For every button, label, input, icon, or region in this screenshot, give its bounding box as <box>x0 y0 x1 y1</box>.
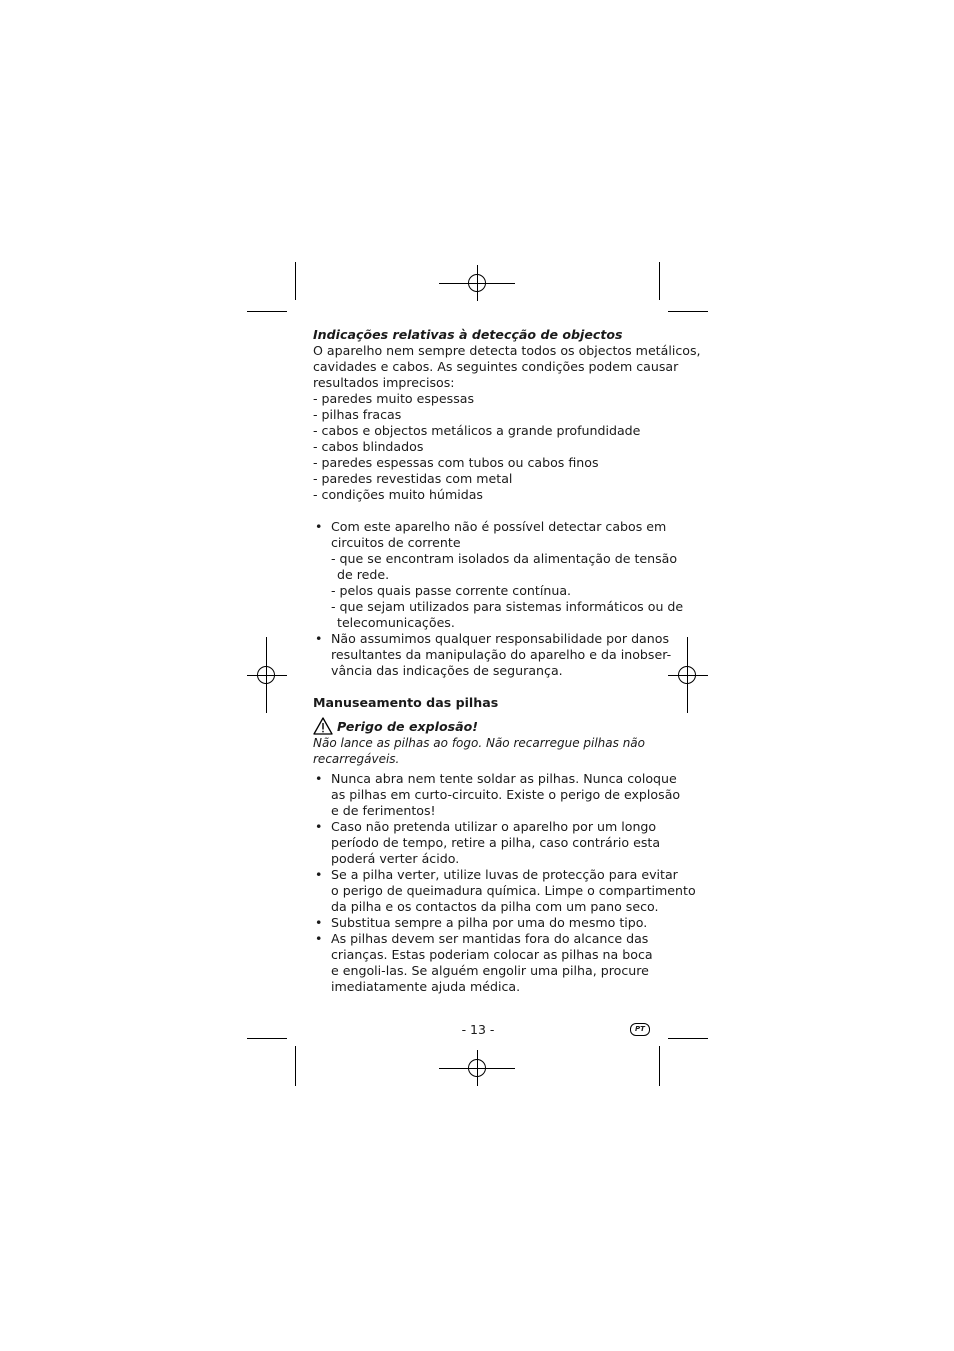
intro-line: O aparelho nem sempre detecta todos os objectos metálicos, <box>313 343 701 358</box>
intro-line: cavidades e cabos. As seguintes condições podem causar <box>313 359 679 374</box>
list-item: - cabos e objectos metálicos a grande profundidade <box>313 423 641 438</box>
sub-list-item: - pelos quais passe corrente contínua. <box>331 583 572 598</box>
page-content <box>313 327 701 995</box>
warning-triangle-icon <box>313 717 333 735</box>
bullet-symbol: • <box>315 819 323 834</box>
page-footer <box>313 1022 650 1038</box>
bullet-line: As pilhas devem ser mantidas fora do alcance das <box>331 931 649 946</box>
bullet-line: Com este aparelho não é possível detectar cabos em <box>331 519 667 534</box>
bullet-line: resultantes da manipulação do aparelho e da inobser- <box>331 647 672 662</box>
warning-heading <box>313 717 643 735</box>
bullet-symbol: • <box>315 771 323 786</box>
language-badge: PT <box>630 1023 650 1036</box>
intro-line: resultados imprecisos: <box>313 375 455 390</box>
bullet-line: o perigo de queimadura química. Limpe o compartimento <box>331 883 696 898</box>
warning-line: Não lance as pilhas ao fogo. Não recarregue pilhas não <box>313 736 646 750</box>
bullet-line: período de tempo, retire a pilha, caso contrário esta <box>331 835 661 850</box>
bullet-item-battery-1 <box>313 771 681 819</box>
bullet-symbol: • <box>315 867 323 882</box>
bullet-line: crianças. Estas poderiam colocar as pilhas na boca <box>331 947 653 962</box>
section-heading-object-detection: Indicações relativas à detecção de objectos <box>313 327 623 342</box>
section-heading-batteries: Manuseamento das pilhas <box>313 695 499 710</box>
bullet-item-battery-3 <box>313 867 696 915</box>
bullet-line: Nunca abra nem tente soldar as pilhas. Nunca coloque <box>331 771 677 786</box>
bullet-symbol: • <box>315 631 323 646</box>
bullet-item-cable-detection <box>313 519 684 631</box>
bullet-symbol: • <box>315 931 323 946</box>
bullet-line: e de ferimentos! <box>331 803 436 818</box>
sub-list-item-cont: de rede. <box>337 567 390 582</box>
conditions-list <box>313 391 643 503</box>
bullet-line: vância das indicações de segurança. <box>331 663 563 678</box>
bullet-symbol: • <box>315 915 323 930</box>
bullet-line: Se a pilha verter, utilize luvas de protecção para evitar <box>331 867 678 882</box>
bullet-item-battery-4 <box>313 915 648 931</box>
list-item: - condições muito húmidas <box>313 487 483 502</box>
warning-line: recarregáveis. <box>313 752 400 766</box>
page-number: - 13 - <box>461 1022 495 1037</box>
bullet-item-liability <box>313 631 672 679</box>
sub-list-item-cont: telecomunicações. <box>337 615 455 630</box>
list-item: - paredes muito espessas <box>313 391 475 406</box>
bullet-line: Substitua sempre a pilha por uma do mesmo tipo. <box>331 915 648 930</box>
bullet-line: imediatamente ajuda médica. <box>331 979 521 994</box>
list-item: - paredes espessas com tubos ou cabos finos <box>313 455 599 470</box>
bullet-line: circuitos de corrente <box>331 535 461 550</box>
bullet-line: Caso não pretenda utilizar o aparelho por um longo <box>331 819 657 834</box>
list-item: - pilhas fracas <box>313 407 402 422</box>
bullet-line: e engoli-las. Se alguém engolir uma pilha, procure <box>331 963 649 978</box>
intro-paragraph <box>313 343 701 391</box>
list-item: - paredes revestidas com metal <box>313 471 513 486</box>
sub-list-item: - que sejam utilizados para sistemas informáticos ou de <box>331 599 684 614</box>
warning-title: Perigo de explosão! <box>337 719 478 734</box>
list-item: - cabos blindados <box>313 439 424 454</box>
bullet-item-battery-5 <box>313 931 653 995</box>
bullet-item-battery-2 <box>313 819 661 867</box>
warning-text <box>313 735 646 767</box>
bullet-line: Não assumimos qualquer responsabilidade por danos <box>331 631 670 646</box>
bullet-line: da pilha e os contactos da pilha com um pano seco. <box>331 899 659 914</box>
bullet-symbol: • <box>315 519 323 534</box>
bullet-line: poderá verter ácido. <box>331 851 460 866</box>
sub-list-item: - que se encontram isolados da alimentação de tensão <box>331 551 678 566</box>
bullet-line: as pilhas em curto-circuito. Existe o perigo de explosão <box>331 787 681 802</box>
sub-list <box>331 551 684 631</box>
